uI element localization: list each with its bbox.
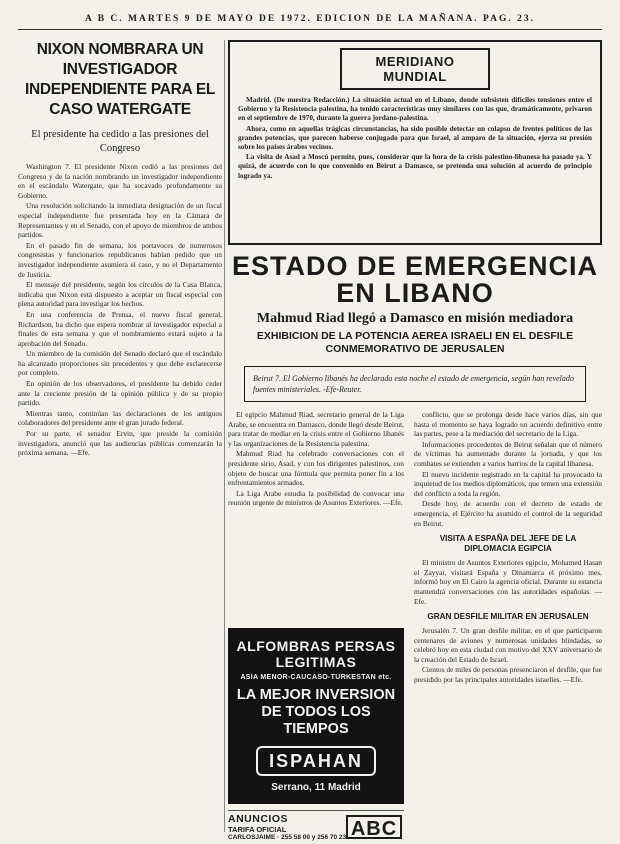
- nixon-paragraph: Un miembro de la comisión del Senado declaró que el escándalo ha alcanzado proporciones sin precedentes y que debe esclarecerse por completo.: [18, 349, 222, 378]
- anuncios-box: [228, 810, 404, 844]
- desfile-paragraph: Cientos de miles de personas presenciaron el desfile, que fue presidido por las principales autoridades israelíes. —Efe.: [414, 665, 602, 685]
- masthead: A B C. MARTES 9 DE MAYO DE 1972. EDICION DE LA MAÑANA. PAG. 23.: [18, 14, 602, 30]
- libano-paragraph: El nuevo incidente registrado en la capital ha provocado la inquietud de los medios diplomáticos, que temen una extensión del conflicto a toda la región.: [414, 469, 602, 498]
- libano-headline: ESTADO DE EMERGENCIA EN LIBANO: [231, 251, 599, 308]
- meridiano-paragraph: Madrid. (De nuestra Redacción.) La situación actual en el Líbano, donde subsisten difíciles tensiones entre el Gobierno y la Resistencia palestina, ha tenido características muy similares con las que, dramáticamente, privaron en el septiembre de 1970, durante la guerra jordano-palestina.: [238, 96, 592, 123]
- ad-title: ALFOMBRAS PERSAS LEGITIMAS: [236, 638, 396, 670]
- nixon-paragraph: Washington 7. El presidente Nixon cedió a las presiones del Congreso y de la nación nombrando un investigador independiente en el escándalo Watergate, que ha socavado profundamente su Gobierno.: [18, 162, 222, 200]
- anuncios-address: CARLOSJAIME · 255 58 00 y 256 70 23: [228, 834, 347, 841]
- nixon-paragraph: El mensaje del presidente, según los círculos de la Casa Blanca, indicaba que Nixon está dispuesto a aceptar un fiscal especial con plena autoridad para investigar los hechos.: [18, 280, 222, 309]
- meridiano-paragraph: Ahora, como en aquellas trágicas circunstancias, ha sido posible detectar un colapso de frentes políticos de las grandes potencias, que parecen haberse conjugado para que Israel, al amparo de la situación, ejerza su presión sobre los países árabes vecinos.: [238, 124, 592, 152]
- nixon-subheadline: El presidente ha cedido a las presiones del Congreso: [31, 129, 209, 154]
- meridiano-paragraph: La visita de Asad a Moscú permite, pues, considerar que la hora de la crisis palestino-libanesa ha pasado ya. Y quizá, de acuerdo con lo que convenido en Beirut a Damasco, se pretenda una solución al acuerdo de principio logrado ya.: [238, 153, 592, 180]
- nixon-paragraph: En una conferencia de Prensa, el nuevo fiscal general, Richardson, ha dicho que espera nombrar al investigador especial a finales de esta semana y que el nombramiento estará sujeto a la aprobación del Senado.: [18, 309, 222, 348]
- carpet-advertisement: [228, 628, 404, 804]
- libano-deck: EXHIBICION DE LA POTENCIA AEREA ISRAELI EN EL DESFILE CONMEMORATIVO DE JERUSALEN: [256, 330, 574, 355]
- nixon-headline: NIXON NOMBRARA UN INVESTIGADOR INDEPENDIENTE PARA EL CASO WATERGATE: [24, 41, 216, 118]
- meridiano-body: [238, 96, 592, 181]
- libano-lead: Beirut 7. El Gobierno libanés ha declarado esta noche el estado de emergencia, según han revelado fuentes ministeriales. -Efe-Reuter.: [244, 366, 586, 402]
- libano-columns: [228, 410, 602, 840]
- libano-col-a: [228, 410, 404, 610]
- egipto-headline: VISITA A ESPAÑA DEL JEFE DE LA DIPLOMACIA EGIPCIA: [439, 534, 577, 554]
- right-area: [228, 40, 602, 840]
- libano-paragraph: Desde hoy, de acuerdo con el decreto de estado de emergencia, el Ejército ha asumido el control de la seguridad en Beirut.: [414, 499, 602, 528]
- ad-origin: ASIA MENOR-CAUCASO-TURKESTAN etc.: [240, 674, 392, 681]
- nixon-paragraph: Por su parte, el senador Ervin, que preside la comisión investigadora, anunció que las audiencias públicas comenzarán la próxima semana. —Efe.: [18, 429, 222, 458]
- nixon-article: [18, 40, 222, 830]
- desfile-body: [414, 626, 602, 685]
- libano-col-b: [414, 410, 602, 840]
- egipto-body: [414, 558, 602, 606]
- nixon-paragraph: Mientras tanto, continúan las declaraciones de los antiguos colaboradores del presidente ante el gran jurado federal.: [18, 408, 222, 428]
- libano-paragraph: conflicto, que se prolonga desde hace varios días, sin que hasta el momento se haya logrado un acuerdo definitivo entre las partes, pese a la mediación del secretario de la Liga.: [414, 410, 602, 439]
- libano-subheadline: Mahmud Riad llegó a Damasco en misión mediadora: [256, 311, 574, 326]
- meridiano-box: [228, 40, 602, 245]
- egipto-paragraph: El ministro de Asuntos Exteriores egipcio, Mohamed Hasan el Zayyat, visitará España y Dinamarca el próximo mes, informó hoy en El Cairo la agencia oficial. Durante su estancia mantendrá conversaciones con las autoridades españolas. —Efe.: [414, 558, 602, 606]
- libano-paragraph: Mahmud Riad ha celebrado conversaciones con el presidente sirio, Asad, y con los dirigentes palestinos, con objeto de buscar una fórmula que permita poner fin a los enfrentamientos armados.: [228, 449, 404, 488]
- abc-logo: ABC: [346, 815, 402, 839]
- ad-brand-logo: ISPAHAN: [256, 746, 376, 776]
- libano-paragraph: El egipcio Mahmud Riad, secretario general de la Liga Arabe, se encuentra en Damasco, donde llegó desde Beirut, para tratar de mediar en la crisis entre el Gobierno libanés y las organizaciones de la Resistencia palestina.: [228, 410, 404, 448]
- anuncios-tarifa: TARIFA OFICIAL: [228, 825, 287, 834]
- nixon-paragraph: Una resolución solicitando la inmediata designación de un fiscal especial independiente fue presentada hoy en la Cámara de Representantes y en el Senado, con el apoyo de miembros de ambos partidos.: [18, 201, 222, 240]
- libano-paragraph: La Liga Arabe estudia la posibilidad de convocar una reunión urgente de ministros de Asuntos Exteriores. —Efe.: [228, 488, 404, 508]
- anuncios-title: ANUNCIOS: [228, 813, 289, 825]
- nixon-body: [18, 162, 222, 458]
- nixon-paragraph: En opinión de los observadores, el presidente ha debido ceder ante la creciente presión de la opinión pública y de su propio partido.: [18, 379, 222, 408]
- ad-address: Serrano, 11 Madrid: [271, 782, 361, 793]
- desfile-paragraph: Jerusalén 7. Un gran desfile militar, en el que participaron centenares de aviones y numerosas unidades blindadas, se celebró hoy en esta ciudad con motivo del XXV aniversario de la creación del Estado de Israel.: [414, 626, 602, 664]
- column-divider: [224, 40, 225, 832]
- ad-slogan: LA MEJOR INVERSION DE TODOS LOS TIEMPOS: [236, 687, 396, 737]
- libano-col-b-text: [414, 410, 602, 528]
- libano-paragraph: Informaciones procedentes de Beirut señalan que el número de víctimas ha aumentado durante la jornada, y que los combates se extienden a varios barrios de la capital libanesa.: [414, 439, 602, 468]
- meridiano-banner: MERIDIANO MUNDIAL: [340, 48, 490, 90]
- nixon-paragraph: En el pasado fin de semana, los portavoces de numerosos congresistas y funcionarios republicanos habían pedido que un investigador independiente asumiera el caso, y no el Departamento de Justicia.: [18, 240, 222, 279]
- desfile-headline: GRAN DESFILE MILITAR EN JERUSALEN: [427, 612, 589, 622]
